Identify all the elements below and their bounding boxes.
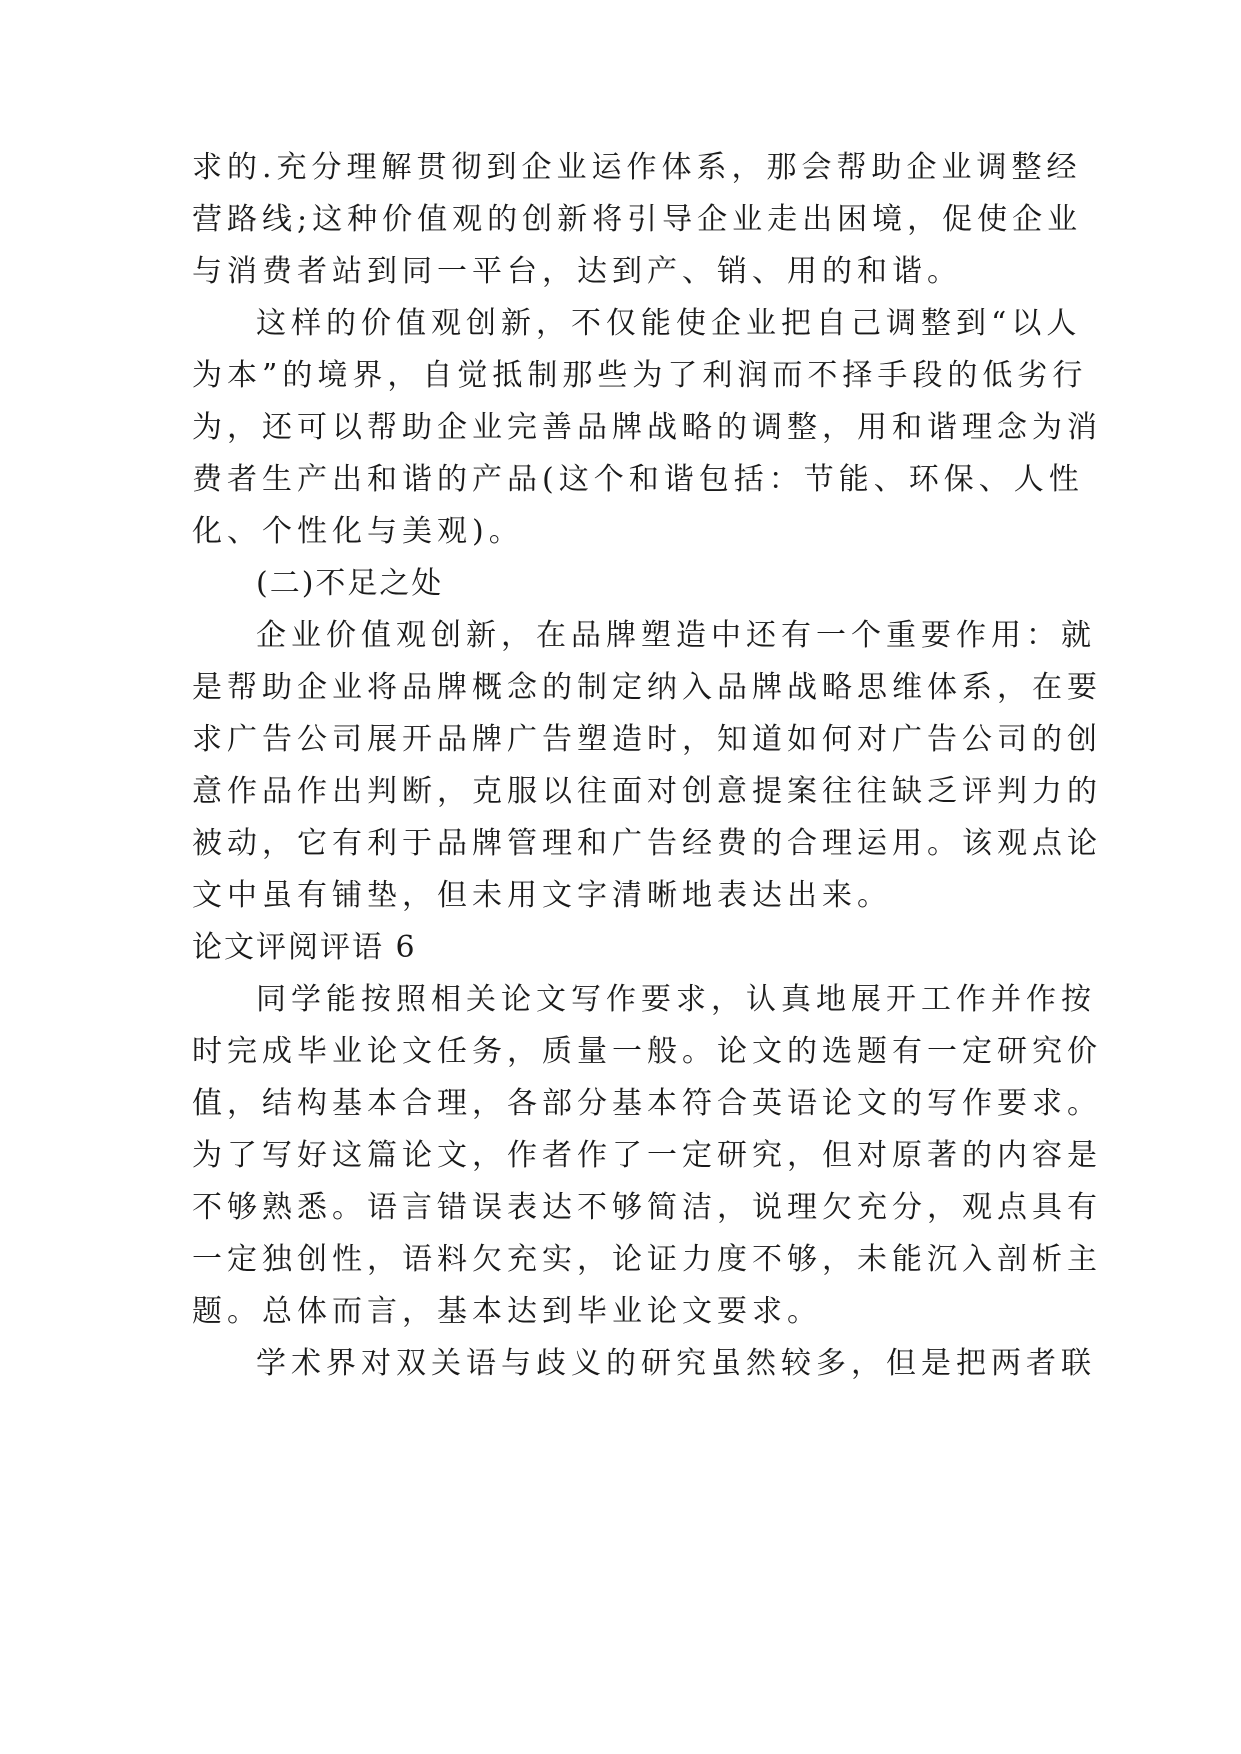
paragraph-line: 求广告公司展开品牌广告塑造时，知道如何对广告公司的创 — [192, 722, 1102, 757]
paragraph-line: 费者生产出和谐的产品(这个和谐包括：节能、环保、人性 — [192, 462, 1084, 497]
paragraph-line: 一定独创性，语料欠充实，论证力度不够，未能沉入剖析主 — [192, 1242, 1102, 1277]
paragraph-line: 意作品作出判断，克服以往面对创意提案往往缺乏评判力的 — [192, 774, 1102, 809]
section-heading: 论文评阅评语 6 — [192, 930, 417, 965]
paragraph-line: 这样的价值观创新，不仅能使企业把自己调整到“以人 — [256, 306, 1082, 341]
paragraph-line: 不够熟悉。语言错误表达不够简洁，说理欠充分，观点具有 — [192, 1190, 1102, 1225]
paragraph-line: 为，还可以帮助企业完善品牌战略的调整，用和谐理念为消 — [192, 410, 1102, 445]
paragraph-line: 被动，它有利于品牌管理和广告经费的合理运用。该观点论 — [192, 826, 1102, 861]
paragraph-line: 时完成毕业论文任务，质量一般。论文的选题有一定研究价 — [192, 1034, 1102, 1069]
paragraph-line: 文中虽有铺垫，但未用文字清晰地表达出来。 — [192, 878, 892, 913]
section-subheading: (二)不足之处 — [256, 566, 444, 601]
paragraph-line: 是帮助企业将品牌概念的制定纳入品牌战略思维体系，在要 — [192, 670, 1102, 705]
paragraph-line: 为本”的境界，自觉抵制那些为了利润而不择手段的低劣行 — [192, 358, 1088, 393]
paragraph-line: 学术界对双关语与歧义的研究虽然较多，但是把两者联 — [256, 1346, 1096, 1381]
paragraph-line: 求的.充分理解贯彻到企业运作体系，那会帮助企业调整经 — [192, 150, 1082, 185]
paragraph-line: 为了写好这篇论文，作者作了一定研究，但对原著的内容是 — [192, 1138, 1102, 1173]
paragraph-line: 企业价值观创新，在品牌塑造中还有一个重要作用：就 — [256, 618, 1096, 653]
paragraph-line: 题。总体而言，基本达到毕业论文要求。 — [192, 1294, 822, 1329]
paragraph-line: 营路线;这种价值观的创新将引导企业走出困境，促使企业 — [192, 202, 1083, 237]
paragraph-line: 与消费者站到同一平台，达到产、销、用的和谐。 — [192, 254, 962, 289]
paragraph-line: 化、个性化与美观)。 — [192, 514, 524, 549]
paragraph-line: 值，结构基本合理，各部分基本符合英语论文的写作要求。 — [192, 1086, 1102, 1121]
paragraph-line: 同学能按照相关论文写作要求，认真地展开工作并作按 — [256, 982, 1096, 1017]
